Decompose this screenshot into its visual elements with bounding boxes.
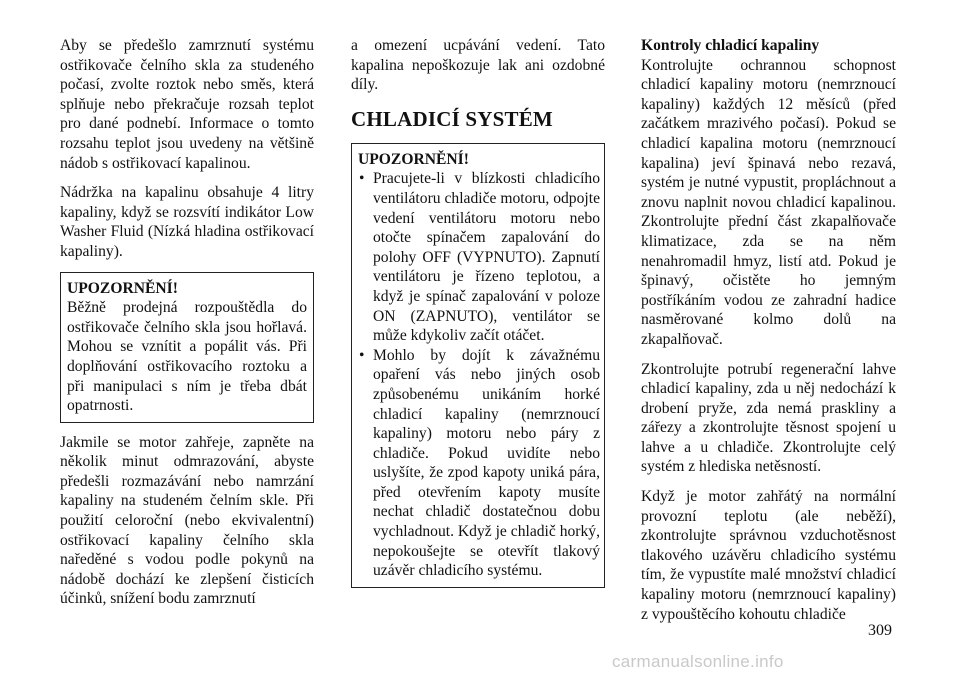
warning-title: UPOZORNĚNÍ!: [358, 150, 469, 168]
paragraph-freeze-prevention: Aby se předešlo zamrznutí systému ostřikovače čelního skla za studeného počasí, zvolte roztok nebo směs, která splňuje nebo překračuje rozsah teplot pro dané podnebí. Informace o tomto rozsahu teplot jsou uvedeny na většině nádob s ostřikovací kapalinou.: [60, 37, 314, 172]
right-column: [641, 36, 896, 634]
paragraph-hose-check: Zkontrolujte potrubí regenerační lahve chladicí kapaliny, zda u něj nedochází k drobení pryže, zda nemá praskliny a zářezy a zkontrolujte těsnost spojení u lahve a u chladiče. Zkontrolujte celý systém z hlediska netěsností.: [641, 360, 896, 476]
section-heading: CHLADICÍ SYSTÉM: [351, 106, 553, 131]
paragraph-reservoir-capacity: Nádržka na kapalinu obsahuje 4 litry kapaliny, když se rozsvítí indikátor Low Washer Fluid (Nízká hladina ostřikovací kapaliny).: [60, 184, 314, 260]
warning-title: UPOZORNĚNÍ!: [67, 279, 178, 297]
warning-list: [358, 169, 600, 580]
subsection-heading: Kontroly chladicí kapaliny: [641, 37, 820, 54]
paragraph-coolant-check: Kontrolujte ochrannou schopnost chladicí kapaliny motoru (nemrznoucí kapaliny) každých 12 měsíců (před začátkem mrazivého počasí). Pokud se chladicí kapalina motoru (nemrznoucí kapalina) jeví špinavá nebo rezavá, systém je nutné vypustit, propláchnout a znovu naplnit novou chladicí kapalinou. Zkontrolujte přední část zkapalňovače klimatizace, zda se na něm nenahromadil hmyz, listí atd. Pokud je špinavý, očistěte ho jemným postříkáním vodou ze zahradní hadice nasměrované kolmo dolů na zkapalňovač.: [641, 56, 896, 348]
middle-column: [351, 36, 605, 598]
paragraph-pressure-cap: Když je motor zahřátý na normální provozní teplotu (ale neběží), zkontrolujte správnou vzduchotěsnost tlakového uzávěru chladicího systému tím, že vypustíte malé množství chladicí kapaliny motoru (nemrznoucí kapaliny) z vypouštěcího kohoutu chladiče: [641, 488, 896, 623]
left-column: [60, 36, 314, 619]
warning-item-fan: • Pracujete-li v blízkosti chladicího ventilátoru chladiče motoru, odpojte vedení ventilátoru motoru nebo otočte spínačem zapalování do polohy OFF (VYPNUTO). Zapnutí ventilátoru je řízeno teplotou, a když je spínač zapalování v poloze ON (ZAPNUTO), ventilátor se může kdykoliv začít otáčet.: [358, 169, 600, 345]
watermark: carmanualsonline.info: [612, 652, 784, 671]
paragraph-defrost: Jakmile se motor zahřeje, zapněte na několik minut odmrazování, abyste předešli rozmazávání nebo namrzání kapaliny na studeném čelním skle. Při použití celoroční (nebo ekvivalentní) ostřikovací kapaliny čelního skla naředěné s vodou podle pokynů na nádobě dochází ke zlepšení čisticích účinků, snížení bodu zamrznutí: [60, 433, 314, 608]
warning-box-cooling: [351, 143, 605, 588]
warning-text: Běžně prodejná rozpouštědla do ostřikovače čelního skla jsou hořlavá. Mohou se vznítit a popálit vás. Při doplňování ostřikovacího roztoku a při manipulaci s ním je třeba dbát opatrnosti.: [67, 299, 307, 415]
paragraph-continuation: a omezení ucpávání vedení. Tato kapalina nepoškozuje lak ani ozdobné díly.: [351, 37, 605, 94]
warning-box-flammable: [60, 272, 314, 423]
warning-item-scalding: • Mohlo by dojít k závažnému opaření vás nebo jiných osob způsobenému unikáním horké chladicí kapaliny (nemrznoucí kapaliny) motoru nebo páry z chladiče. Pokud uvidíte nebo uslyšíte, že zpod kapoty uniká pára, před otevřením kapoty musíte nechat chladič dostatečnou dobu vychladnout. Když je chladič horký, nepokoušejte se otevřít tlakový uzávěr chladicího systému.: [358, 346, 600, 581]
page-number: 309: [868, 622, 892, 639]
